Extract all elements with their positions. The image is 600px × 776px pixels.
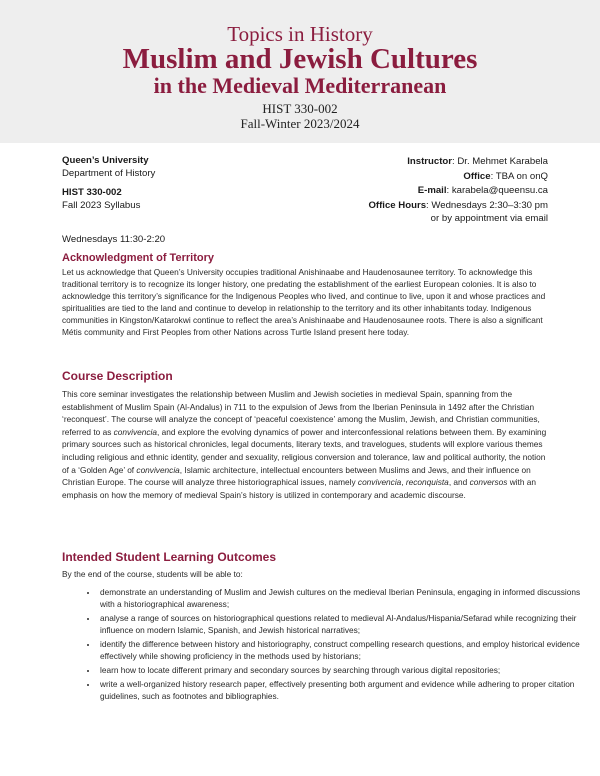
instructor-row — [368, 155, 548, 170]
territory-paragraph: Let us acknowledge that Queen’s University occupies traditional Anishinaabe and Haudenosaunee territory. To acknowledge this traditional territory is to recognize its longer history, one predating the establishment of the earliest European colonies. It is also to acknowledge this territory’s significance for the Indigenous Peoples who lived, and continue to live, upon it and whose practices and spiritualities are tied to the land and continue to develop in relationship to the territory and its other inhabitants today. Indigenous communities in Kingston/Katarokwi continue to reflect the area’s Anishinaabe and Haudenosaunee roots. There is also a significant Métis community and First Peoples from other Nations across Turtle Island present here today. — [62, 267, 546, 337]
class-schedule: Wednesdays 11:30-2:20 — [62, 234, 166, 245]
instructor-name: : Dr. Mehmet Karabela — [452, 156, 548, 167]
outcomes-intro: By the end of the course, students will be able to: — [62, 569, 243, 579]
email-row — [368, 184, 548, 199]
office-row — [368, 170, 548, 185]
course-title-line2: in the Medieval Mediterranean — [153, 73, 447, 98]
office-hours-value: : Wednesdays 2:30–3:30 pm — [426, 199, 548, 211]
course-code: HIST 330-002 — [262, 101, 338, 116]
email-label: E-mail — [417, 185, 447, 196]
list-item: • write a well-organized history research paper, effectively presenting both argument and evidence while adhering to proper citation guidelines, such as footnotes and bibliographies. — [98, 678, 590, 702]
university-name: Queen’s University — [62, 155, 149, 166]
instructor-info — [368, 155, 548, 225]
list-item: • identify the difference between history and historiography, construct compelling research questions, and employ historical evidence effectively while showing proficiency in the methods used by historians; — [98, 638, 590, 662]
institution-info — [62, 155, 155, 212]
list-item: • learn how to locate different primary and secondary sources by searching through various digital repositories; — [98, 664, 590, 676]
office-hours-label: Office Hours — [368, 199, 427, 211]
list-item: • analyse a range of sources on historiographical questions related to medieval Al-Andalus/Hispania/Sefarad while recognizing their influence on modern Islamic, Spanish, and Jewish historical narratives; — [98, 612, 590, 636]
course-topic: Topics in History — [227, 22, 373, 46]
course-number: HIST 330-002 — [62, 187, 122, 198]
office-hours-alt: or by appointment via email — [430, 213, 548, 224]
course-title-line1: Muslim and Jewish Cultures — [122, 43, 478, 75]
outcomes-heading: Intended Student Learning Outcomes — [62, 550, 277, 564]
outcomes-list — [62, 586, 590, 704]
description-heading: Course Description — [62, 369, 173, 383]
course-term: Fall-Winter 2023/2024 — [240, 116, 360, 131]
office-label: Office — [463, 170, 491, 182]
description-paragraph: This core seminar investigates the relationship between Muslim and Jewish societies in medieval Spain, spanning from the establishment of Muslim Spain (Al-Andalus) in 711 to the expulsion of Jews from the Iberian Peninsula in 1492 after the Christian ‘reconquest’. The course will analyze the concept of ‘peaceful coexistence’ among the Muslim, Jewish, and Christian communities, referred to as convivencia, and explore the evolving dynamics of power and interconfessional relations between them. By examining primary sources such as historical chronicles, legal documents, literary texts, and travelogues, students will explore various themes including religious and ethnic identity, gender and sexuality, religious conversion and tolerance, law and political authority, the notion of a ‘Golden Age’ of convivencia, Islamic architecture, intellectual encounters between Muslims and Jews, and their influence on Christian Europe. The course will analyze three historiographical issues, namely convivencia, reconquista, and conversos with an emphasis on how the memory of medieval Spain’s history is utilized in contemporary and academic discourse. — [62, 389, 547, 500]
title-banner — [0, 0, 600, 143]
syllabus-label: Fall 2023 Syllabus — [62, 199, 141, 211]
office-hours-row — [368, 199, 548, 214]
instructor-label: Instructor — [407, 156, 453, 167]
list-item: • demonstrate an understanding of Muslim and Jewish cultures on the medieval Iberian Peninsula, engaging in informed discussions with a historiographical awareness; — [98, 586, 590, 610]
territory-heading: Acknowledgment of Territory — [62, 252, 214, 264]
department-name: Department of History — [62, 167, 156, 179]
email-value[interactable]: : karabela@queensu.ca — [446, 185, 548, 196]
office-value: : TBA on onQ — [490, 170, 548, 182]
